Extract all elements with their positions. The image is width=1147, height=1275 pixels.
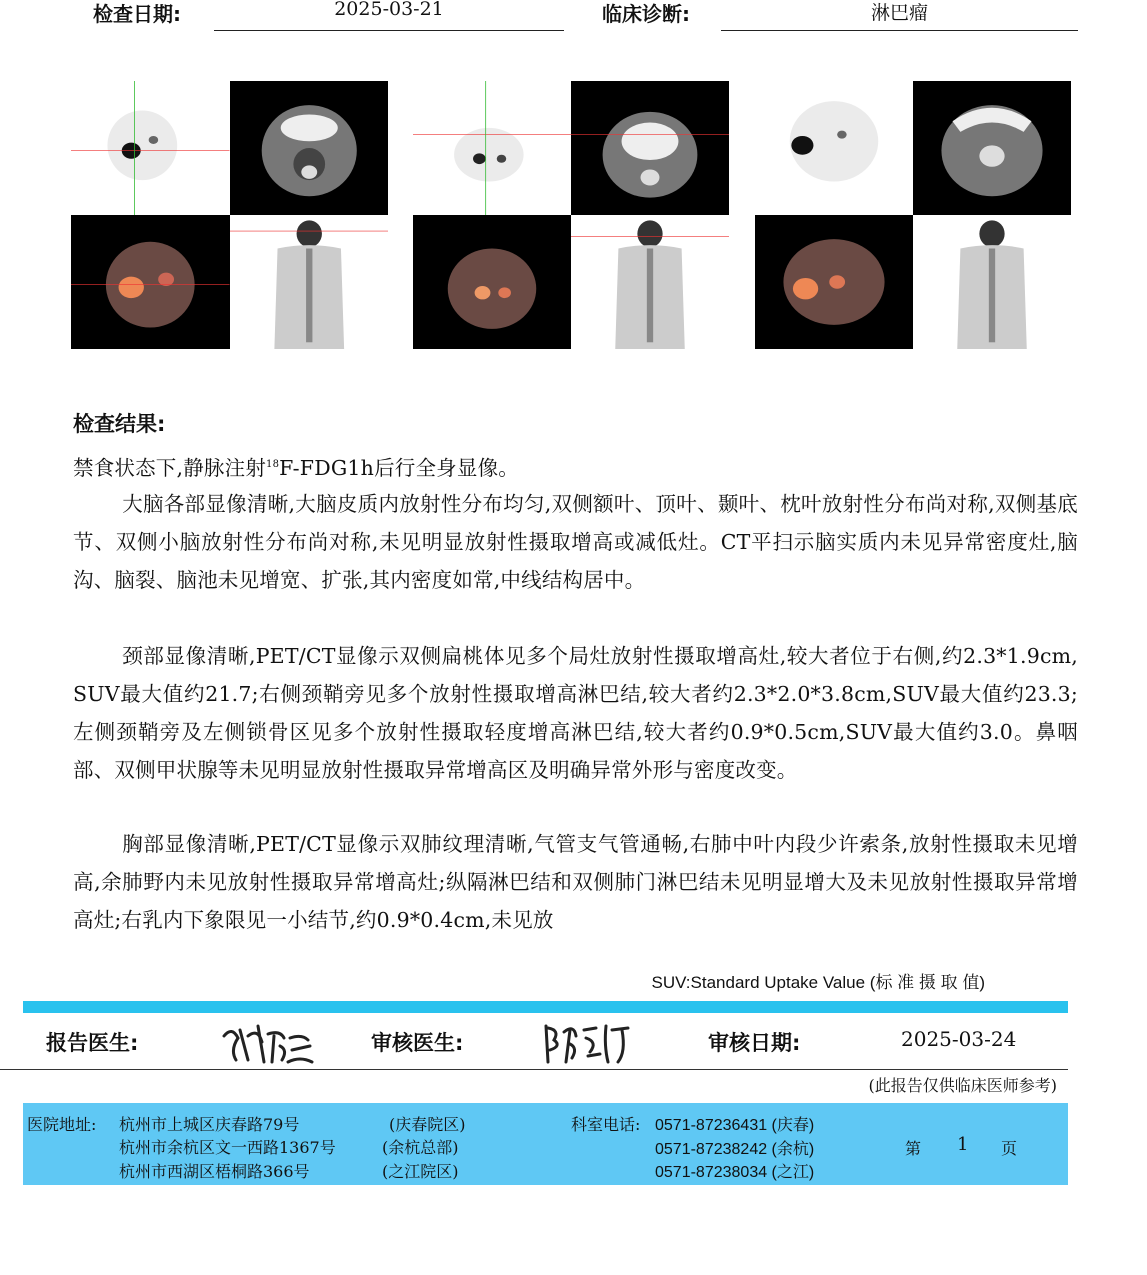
brain-findings: 大脑各部显像清晰,大脑皮质内放射性分布均匀,双侧额叶、顶叶、颞叶、枕叶放射性分布尚对称,双侧基底节、双侧小脑放射性分布尚对称,未见明显放射性摄取增高或减低灶。CT平扫示脑实质内未见异常密度灶,脑沟、脑裂、脑池未见增宽、扩张,其内密度如常,中线结构居中。 bbox=[73, 492, 1078, 592]
report-doctor-label: 报告医生: bbox=[46, 1031, 139, 1055]
reference-note: (此报告仅供临床医师参考) bbox=[868, 1076, 1057, 1095]
review-doctor-signature bbox=[540, 1016, 635, 1068]
ct-axial-image bbox=[913, 81, 1071, 215]
results-intro bbox=[73, 446, 1078, 487]
pet-axial-image bbox=[71, 81, 230, 215]
pet-ct-panel-1 bbox=[71, 81, 388, 349]
neck-findings: 颈部显像清晰,PET/CT显像示双侧扁桃体见多个局灶放射性摄取增高灶,较大者位于右侧,约2.3*1.9cm, SUV最大值约21.7;右侧颈鞘旁见多个放射性摄取增高淋巴结,较大者约2.3*2.0*3.8cm,SUV最大值约23.3;左侧颈鞘旁及左侧锁骨区见多个放射性摄取轻度增高淋巴结,较大者约0.9*0.5cm,SUV最大值约3.0。鼻咽部、双侧甲状腺等未见明显放射性摄取异常增高区及明确异常外形与密度改变。 bbox=[73, 644, 1078, 782]
review-date-value: 2025-03-24 bbox=[901, 1027, 1017, 1051]
hospital-footer bbox=[23, 1103, 1068, 1185]
review-date-label: 审核日期: bbox=[708, 1031, 801, 1055]
phone-1: 0571-87236431 (庆春) bbox=[655, 1117, 815, 1134]
phone-label: 科室电话: bbox=[571, 1115, 641, 1134]
ct-axial-image bbox=[230, 81, 389, 215]
pet-mip-image bbox=[230, 215, 389, 349]
pet-mip-image bbox=[571, 215, 729, 349]
address-line-3: 杭州市西湖区梧桐路366号 bbox=[119, 1162, 310, 1181]
pet-ct-panel-3 bbox=[755, 81, 1071, 349]
fusion-axial-image bbox=[413, 215, 571, 349]
fusion-axial-image bbox=[755, 215, 913, 349]
intro-text-pre: 禁食状态下,静脉注射 bbox=[73, 456, 267, 480]
intro-text-post: F-FDG1h后行全身显像。 bbox=[279, 456, 519, 480]
exam-date-value: 2025-03-21 bbox=[334, 0, 444, 20]
page-suffix: 页 bbox=[1001, 1139, 1018, 1158]
review-doctor-label: 审核医生: bbox=[371, 1031, 464, 1055]
diagnosis-underline bbox=[721, 30, 1078, 31]
address-line-2: 杭州市余杭区文一西路1367号 bbox=[119, 1138, 336, 1157]
address-branch-3: (之江院区) bbox=[382, 1162, 459, 1181]
suv-note: SUV:Standard Uptake Value (标 准 摄 取 值) bbox=[651, 973, 985, 992]
isotope-superscript: 18 bbox=[266, 459, 280, 470]
phone-3: 0571-87238034 (之江) bbox=[655, 1164, 815, 1181]
pet-mip-image bbox=[913, 215, 1071, 349]
results-title: 检查结果: bbox=[73, 412, 166, 436]
diagnosis-value: 淋巴瘤 bbox=[870, 2, 928, 24]
chest-findings: 胸部显像清晰,PET/CT显像示双肺纹理清晰,气管支气管通畅,右肺中叶内段少许索条,放射性摄取未见增高,余肺野内未见放射性摄取异常增高灶;纵隔淋巴结和双侧肺门淋巴结未见明显增大及未见放射性摄取异常增高灶;右乳内下象限见一小结节,约0.9*0.4cm,未见放 bbox=[73, 832, 1078, 932]
page-prefix: 第 bbox=[905, 1139, 922, 1158]
signature-divider bbox=[0, 1069, 1068, 1070]
ct-axial-image bbox=[571, 81, 729, 215]
address-branch-1: (庆春院区) bbox=[389, 1115, 466, 1134]
exam-date-underline bbox=[214, 30, 564, 31]
address-branch-2: (余杭总部) bbox=[382, 1138, 459, 1157]
pet-axial-image bbox=[413, 81, 571, 215]
pet-ct-panel-2 bbox=[413, 81, 729, 349]
fusion-axial-image bbox=[71, 215, 230, 349]
address-line-1: 杭州市上城区庆春路79号 bbox=[119, 1115, 300, 1134]
report-doctor-signature bbox=[218, 1016, 318, 1068]
diagnosis-label: 临床诊断: bbox=[602, 2, 690, 26]
phone-2: 0571-87238242 (余杭) bbox=[655, 1141, 815, 1158]
address-label: 医院地址: bbox=[27, 1115, 97, 1134]
pet-axial-image bbox=[755, 81, 913, 215]
page-number: 1 bbox=[957, 1134, 969, 1155]
exam-date-label: 检查日期: bbox=[93, 2, 181, 26]
divider-bar bbox=[23, 1001, 1068, 1013]
